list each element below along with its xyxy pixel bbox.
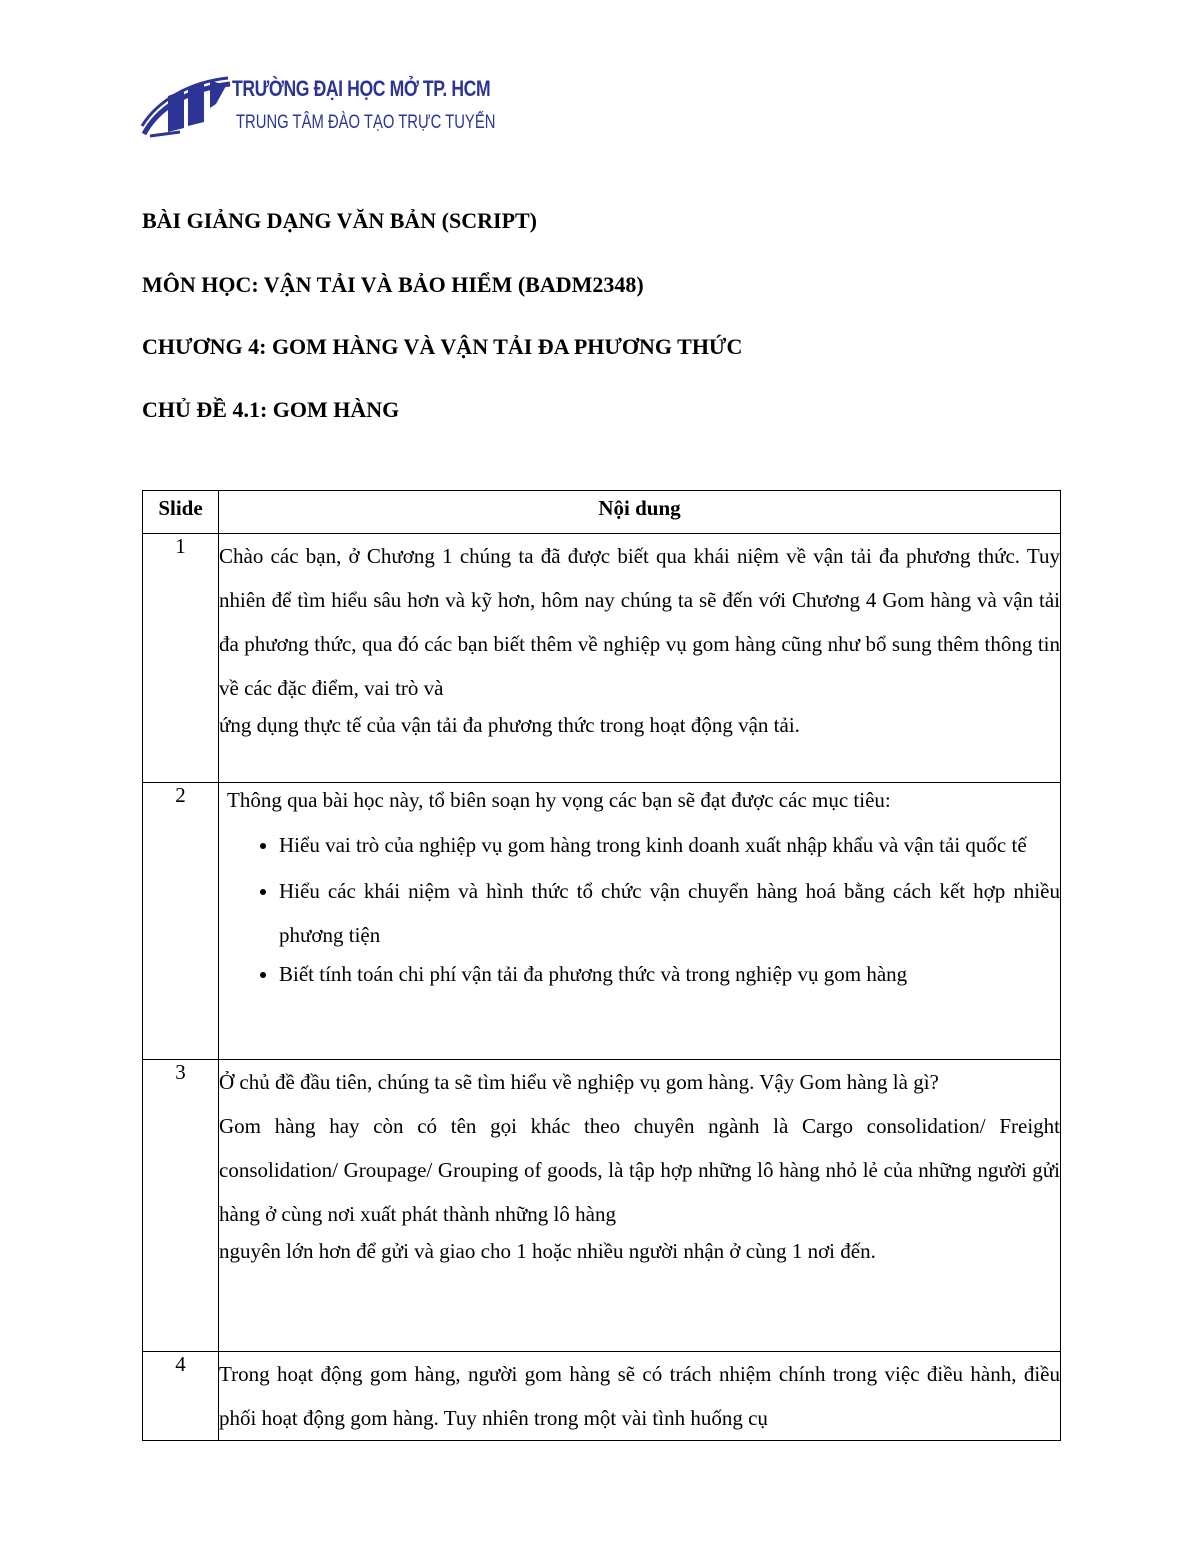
university-logo-icon	[140, 74, 232, 140]
chapter-heading: CHƯƠNG 4: GOM HÀNG VÀ VẬN TẢI ĐA PHƯƠNG THỨC	[142, 334, 743, 359]
table-row	[143, 1060, 1061, 1352]
objectives-list	[219, 823, 1060, 989]
table-row	[143, 534, 1061, 783]
paragraph: nguyên lớn hơn để gửi và giao cho 1 hoặc nhiều người nhận ở cùng 1 nơi đến.	[219, 1239, 876, 1263]
column-header-slide: Slide	[143, 491, 219, 534]
slide-content	[219, 534, 1061, 783]
slide-number: 4	[143, 1352, 219, 1441]
list-item: • Biết tính toán chi phí vận tải đa phương thức và trong nghiệp vụ gom hàng	[279, 959, 1060, 989]
list-item: • Hiểu các khái niệm và hình thức tổ chức vận chuyển hàng hoá bằng cách kết hợp nhiều phương tiện	[279, 869, 1060, 957]
paragraph: Thông qua bài học này, tổ biên soạn hy vọng các bạn sẽ đạt được các mục tiêu:	[227, 788, 891, 812]
slide-number: 1	[143, 534, 219, 783]
logo-center-name: TRUNG TÂM ĐÀO TẠO TRỰC TUYẾN	[236, 112, 496, 133]
paragraph: Trong hoạt động gom hàng, người gom hàng sẽ có trách nhiệm chính trong việc điều hành, điều phối hoạt động gom hàng. Tuy nhiên trong một vài tình huống cụ	[219, 1362, 1060, 1430]
logo	[140, 74, 496, 140]
course-heading: MÔN HỌC: VẬN TẢI VÀ BẢO HIỂM (BADM2348)	[142, 272, 644, 297]
document-type-heading: BÀI GIẢNG DẠNG VĂN BẢN (SCRIPT)	[142, 208, 538, 233]
logo-university-name: TRƯỜNG ĐẠI HỌC MỞ TP. HCM	[232, 76, 491, 101]
column-header-content: Nội dung	[219, 491, 1061, 534]
paragraph: Gom hàng hay còn có tên gọi khác theo chuyên ngành là Cargo consolidation/ Freight consolidation/ Groupage/ Grouping of goods, là tập hợp những lô hàng nhỏ lẻ của những người gửi hàng ở cùng nơi xuất phát thành những lô hàng	[219, 1114, 1060, 1226]
script-table	[142, 490, 1061, 1441]
paragraph: ứng dụng thực tế của vận tải đa phương thức trong hoạt động vận tải.	[219, 713, 800, 737]
paragraph: Ở chủ đề đầu tiên, chúng ta sẽ tìm hiểu về nghiệp vụ gom hàng. Vậy Gom hàng là gì?	[219, 1070, 939, 1094]
slide-number: 3	[143, 1060, 219, 1352]
topic-heading: CHỦ ĐỀ 4.1: GOM HÀNG	[142, 397, 400, 422]
slide-content	[219, 783, 1061, 1060]
table-header-row	[143, 491, 1061, 534]
slide-content	[219, 1352, 1061, 1441]
slide-content	[219, 1060, 1061, 1352]
paragraph: Chào các bạn, ở Chương 1 chúng ta đã được biết qua khái niệm về vận tải đa phương thức. Tuy nhiên để tìm hiểu sâu hơn và kỹ hơn, hôm nay chúng ta sẽ đến với Chương 4 Gom hàng và vận tải đa phương thức, qua đó các bạn biết thêm về nghiệp vụ gom hàng cũng như bổ sung thêm thông tin về các đặc điểm, vai trò và	[219, 544, 1060, 700]
slide-number: 2	[143, 783, 219, 1060]
table-row	[143, 1352, 1061, 1441]
list-item: • Hiểu vai trò của nghiệp vụ gom hàng trong kinh doanh xuất nhập khẩu và vận tải quốc tế	[279, 823, 1060, 867]
table-row	[143, 783, 1061, 1060]
